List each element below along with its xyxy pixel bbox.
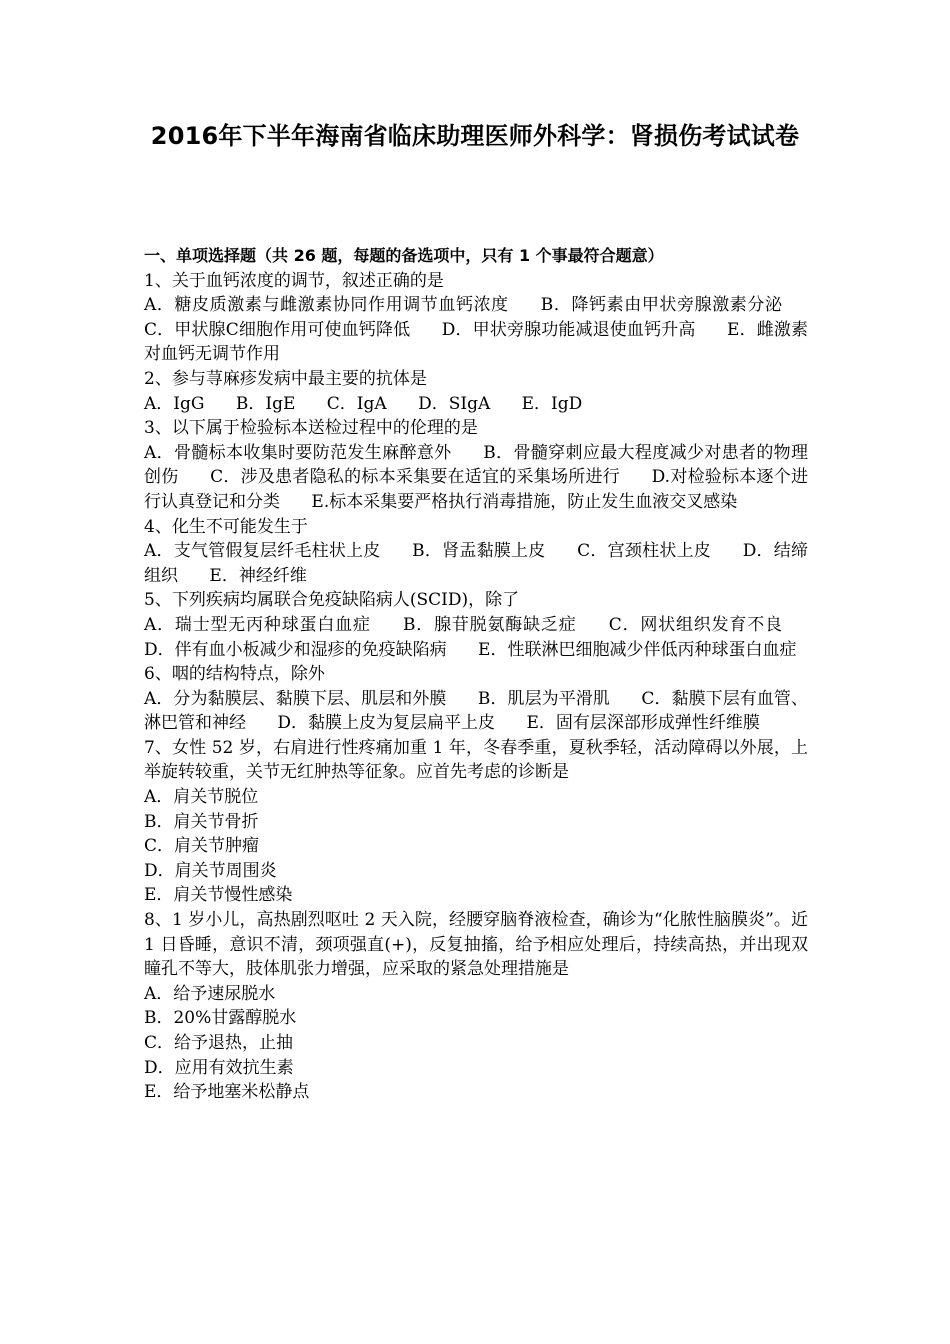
answer-option: E．雌激素对血钙无调节作用	[144, 319, 808, 365]
answer-option: A．糖皮质激素与雌激素协同作用调节血钙浓度	[144, 295, 509, 316]
answer-option: C．甲状腺C细胞作用可使血钙降低	[144, 319, 411, 340]
question-block	[144, 367, 808, 416]
answer-option: C．给予退热，止抽	[144, 1033, 294, 1053]
answer-option: B．骨髓穿刺应最大程度减少对患者的物理创伤	[144, 442, 809, 488]
question-block	[144, 588, 808, 662]
answer-option: A．给予速尿脱水	[144, 983, 276, 1004]
document-title: 2016年下半年海南省临床助理医师外科学：肾损伤考试试卷	[150, 122, 800, 150]
question-block	[144, 662, 808, 736]
answer-option: E．肩关节慢性感染	[144, 885, 293, 906]
section-heading: 一、单项选择题（共 26 题，每题的备选项中，只有 1 个事最符合题意）	[144, 246, 664, 265]
answer-option: C．肩关节肿瘤	[144, 836, 260, 857]
answer-option: C．黏膜下层有血管、淋巴管和神经	[144, 688, 808, 734]
question-list	[144, 244, 808, 1105]
option-group	[144, 687, 808, 736]
answer-option: B．肩关节骨折	[144, 811, 259, 832]
answer-option: B．IgE	[235, 393, 296, 414]
option-group	[144, 293, 808, 367]
answer-option: A．分为黏膜层、黏膜下层、肌层和外膜	[144, 688, 447, 709]
question-block	[144, 416, 808, 514]
answer-option: D．应用有效抗生素	[144, 1057, 294, 1078]
answer-option: D．伴有血小板减少和湿疹的免疫缺陷病	[144, 639, 447, 660]
answer-option: D．甲状旁腺功能减退使血钙升高	[441, 319, 696, 340]
answer-option: E．性联淋巴细胞减少伴低丙种球蛋白血症	[478, 639, 797, 660]
question-stem: 4、化生不可能发生于	[144, 516, 308, 537]
question-stem: 1、关于血钙浓度的调节，叙述正确的是	[144, 270, 444, 291]
answer-option: D．结缔组织	[144, 541, 809, 586]
answer-option: A．支气管假复层纤毛柱状上皮	[144, 541, 381, 562]
option-group	[144, 613, 808, 662]
answer-option: B．肌层为平滑肌	[477, 688, 610, 709]
answer-option: A．瑞士型无丙种球蛋白血症	[144, 614, 371, 635]
answer-option: E.标本采集要严格执行消毒措施，防止发生血液交叉感染	[311, 491, 738, 512]
question-block	[144, 736, 808, 908]
question-stem: 3、以下属于检验标本送检过程中的伦理的是	[144, 418, 478, 439]
answer-option: C．IgA	[326, 393, 387, 414]
answer-option: E．固有层深部形成弹性纤维膜	[526, 713, 760, 734]
answer-option: D.对检验标本逐个进行认真登记和分类	[144, 467, 809, 512]
question-block	[144, 269, 808, 367]
question-stem: 2、参与荨麻疹发病中最主要的抗体是	[144, 368, 427, 389]
question-stem: 8、1 岁小儿，高热剧烈呕吐 2 天入院，经腰穿脑脊液检查，确诊为“化脓性脑膜炎”。近 1 日昏睡，意识不清，颈项强直(+)，反复抽搐，给予相应处理后，持续高热，并出现双瞳孔不等大，肢体肌张力增强，应采取的紧急处理措施是	[144, 910, 808, 980]
answer-option: D．黏膜上皮为复层扁平上皮	[277, 713, 496, 734]
option-group	[144, 392, 808, 417]
option-group	[144, 539, 808, 588]
question-stem: 6、咽的结构特点，除外	[144, 664, 325, 685]
question-stem: 5、下列疾病均属联合免疫缺陷病人(SCID)，除了	[144, 590, 520, 611]
answer-option: B．降钙素由甲状旁腺激素分泌	[540, 295, 782, 316]
answer-option: B．腺苷脱氨酶缺乏症	[402, 614, 577, 635]
question-block	[144, 515, 808, 589]
option-group	[144, 441, 808, 515]
answer-option: D．肩关节周围炎	[144, 860, 277, 881]
question-stem: 7、女性 52 岁，右肩进行性疼痛加重 1 年，冬春季重，夏秋季轻，活动障碍以外展，上举旋转较重，关节无红肿热等征象。应首先考虑的诊断是	[144, 737, 808, 783]
answer-option: C．网状组织发育不良	[608, 614, 783, 635]
answer-option: D．SIgA	[418, 393, 491, 414]
answer-option: E．神经纤维	[209, 565, 307, 586]
answer-option: E．给予地塞米松静点	[144, 1082, 310, 1103]
question-block	[144, 908, 808, 1105]
answer-option: B．肾盂黏膜上皮	[412, 541, 546, 562]
answer-option: E．IgD	[521, 393, 583, 414]
answer-option: C．涉及患者隐私的标本采集要在适宜的采集场所进行	[210, 467, 620, 488]
answer-option: A．骨髓标本收集时要防范发生麻醉意外	[144, 442, 452, 463]
answer-option: B．20%甘露醇脱水	[144, 1008, 297, 1029]
answer-option: C．宫颈柱状上皮	[577, 541, 712, 562]
answer-option: A．肩关节脱位	[144, 787, 259, 808]
answer-option: A．IgG	[144, 393, 205, 414]
